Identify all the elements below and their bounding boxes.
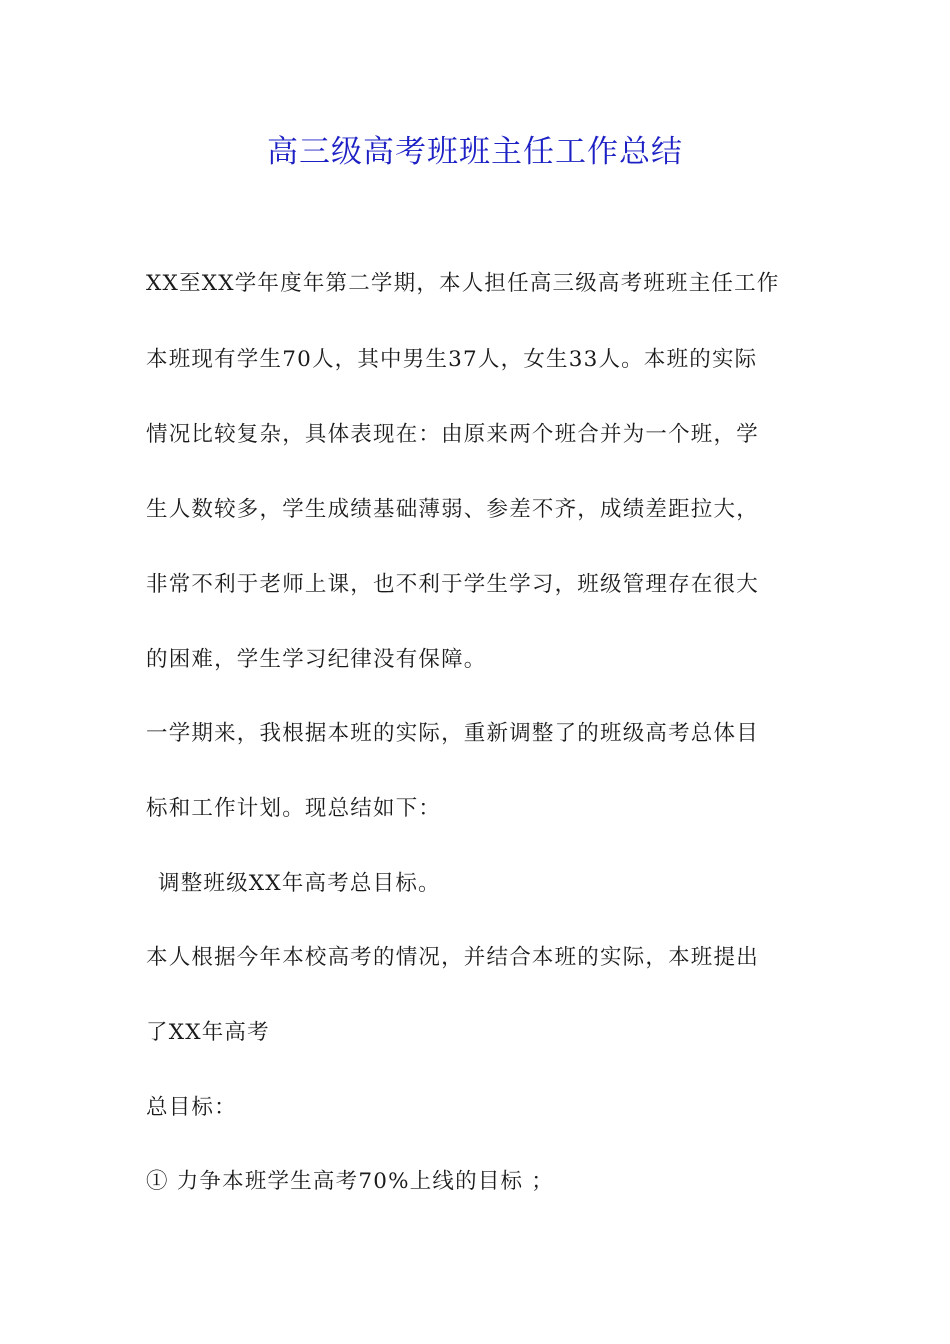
paragraph-line: 总目标：	[146, 1095, 237, 1120]
paragraph-line: 本班现有学生70人，其中男生37人，女生33人。本班的实际	[146, 347, 758, 372]
goal-item: ① 力争本班学生高考70%上线的目标 ；	[146, 1169, 554, 1194]
paragraph-line: 非常不利于老师上课，也不利于学生学习，班级管理存在很大	[146, 572, 759, 597]
paragraph-line: 一学期来，我根据本班的实际，重新调整了的班级高考总体目	[146, 721, 759, 746]
paragraph-line: 情况比较复杂，具体表现在：由原来两个班合并为一个班，学	[146, 422, 759, 447]
paragraph-line: 的困难，学生学习纪律没有保障。	[146, 647, 487, 672]
paragraph-line: 生人数较多，学生成绩基础薄弱、参差不齐，成绩差距拉大，	[146, 497, 759, 522]
paragraph-line: 了XX年高考	[146, 1020, 270, 1045]
paragraph-line: 本人根据今年本校高考的情况，并结合本班的实际，本班提出	[146, 945, 759, 970]
paragraph-line: 标和工作计划。现总结如下：	[146, 796, 442, 821]
section-heading: 调整班级XX年高考总目标。	[158, 871, 441, 896]
paragraph-line: XX至XX学年度年第二学期，本人担任高三级高考班班主任工作	[146, 271, 780, 296]
document-title: 高三级高考班班主任工作总结	[267, 134, 683, 170]
